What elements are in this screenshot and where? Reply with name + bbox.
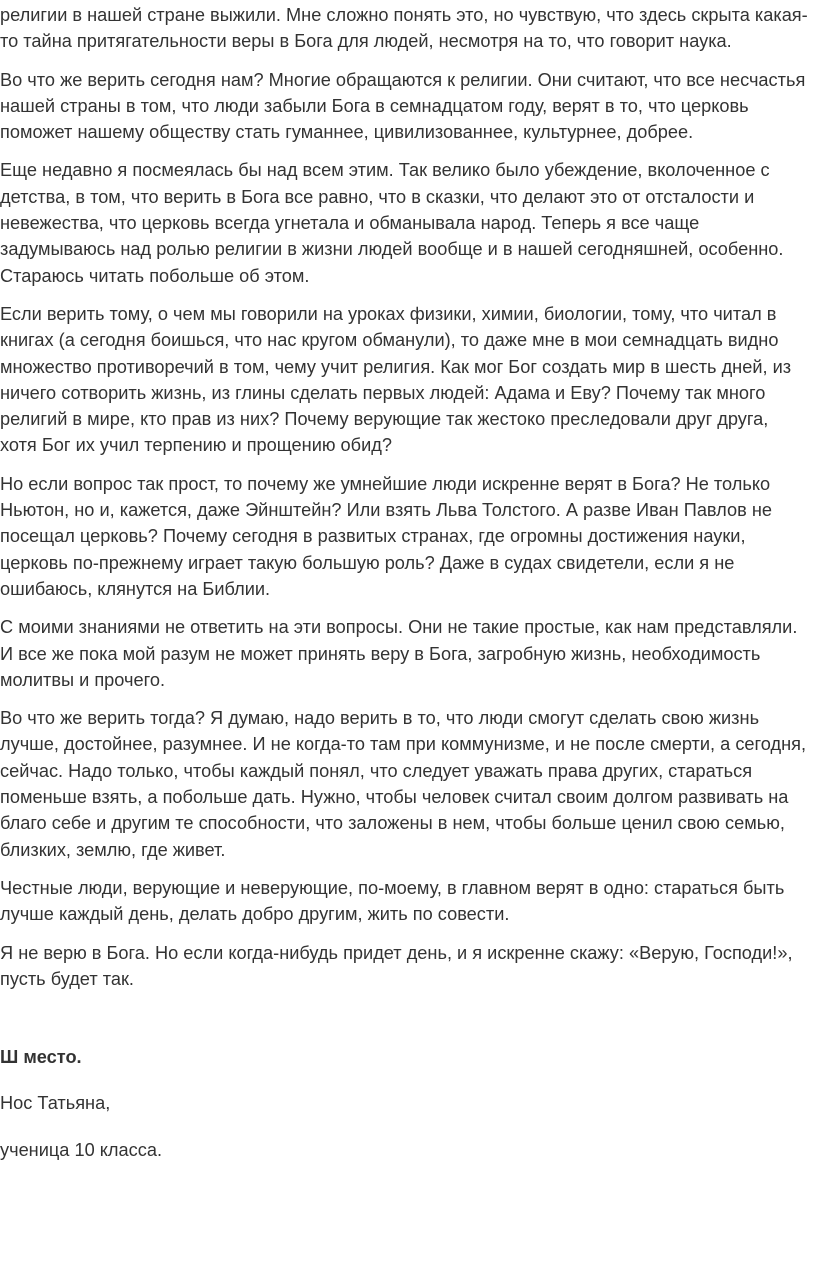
- paragraph-4: Если верить тому, о чем мы говорили на уроках физики, химии, биологии, тому, что читал в книгах (а сегодня боишься, что нас кругом обманули), то даже мне в мои семнадцать видно множество противоречий в том, чему учит религия. Как мог Бог создать мир в шесть дней, из ничего сотворить жизнь, из глины сделать первых людей: Адама и Еву? Почему так много религий в мире, кто прав из них? Почему верующие так жестоко преследовали друг друга, хотя Бог их учил терпению и прощению обид?: [0, 303, 792, 456]
- paragraph-7: Во что же верить тогда? Я думаю, надо верить в то, что люди смогут сделать свою жизнь лучше, достойнее, разумнее. И не когда-то там при коммунизме, и не после смерти, а сегодня, сейчас. Надо только, чтобы каждый понял, что следует уважать права других, стараться поменьше взять, а побольше дать. Нужно, чтобы человек считал своим долгом развивать на благо себе и другим те способности, что заложены в нем, чтобы больше ценил свою семью, близких, землю, где живет.: [0, 708, 807, 860]
- paragraph-8: Честные люди, верующие и неверующие, по-моему, в главном верят в одно: стараться быть лучше каждый день, делать добро другим, жить по совести.: [0, 877, 785, 925]
- author-grade: ученица 10 класса.: [0, 1139, 163, 1160]
- author-name: Нос Татьяна,: [0, 1093, 111, 1114]
- paragraph-9: Я не верю в Бога. Но если когда-нибудь придет день, и я искренне скажу: «Верую, Господи!», пусть будет так.: [0, 942, 793, 989]
- paragraph-3: Еще недавно я посмеялась бы над всем этим. Так велико было убеждение, вколоченное с детства, в том, что верить в Бога все равно, что в сказки, что делают это от отсталости и невежества, что церковь всегда угнетала и обманывала народ. Теперь я все чаще задумываюсь над ролью религии в жизни людей вообще и в нашей сегодняшней, особенно. Стараюсь читать побольше об этом.: [0, 160, 784, 286]
- section-spacer: [0, 1004, 808, 1044]
- award-place: Ш место.: [0, 1047, 82, 1068]
- paragraph-5: Но если вопрос так прост, то почему же умнейшие люди искренне верят в Бога? Не только Ньютон, но и, кажется, даже Эйнштейн? Или взять Льва Толстого. А разве Иван Павлов не посещал церковь? Почему сегодня в развитых странах, где огромны достижения науки, церковь по-прежнему играет такую большую роль? Даже в судах свидетели, если я не ошибаюсь, клянутся на Библии.: [0, 473, 772, 599]
- paragraph-2: Во что же верить сегодня нам? Многие обращаются к религии. Они считают, что все несчастья нашей страны в том, что люди забыли Бога в семнадцатом году, верят в то, что церковь поможет нашему обществу стать гуманнее, цивилизованнее, культурнее, добрее.: [0, 69, 806, 143]
- paragraph-6: С моими знаниями не ответить на эти вопросы. Они не такие простые, как нам представляли. И все же пока мой разум не может принять веру в Бога, загробную жизнь, необходимость молитвы и прочего.: [0, 617, 798, 690]
- paragraph-1: религии в нашей стране выжили. Мне сложно понять это, но чувствую, что здесь скрыта какая-то тайна притягательности веры в Бога для людей, несмотря на то, что говорит наука.: [0, 5, 808, 52]
